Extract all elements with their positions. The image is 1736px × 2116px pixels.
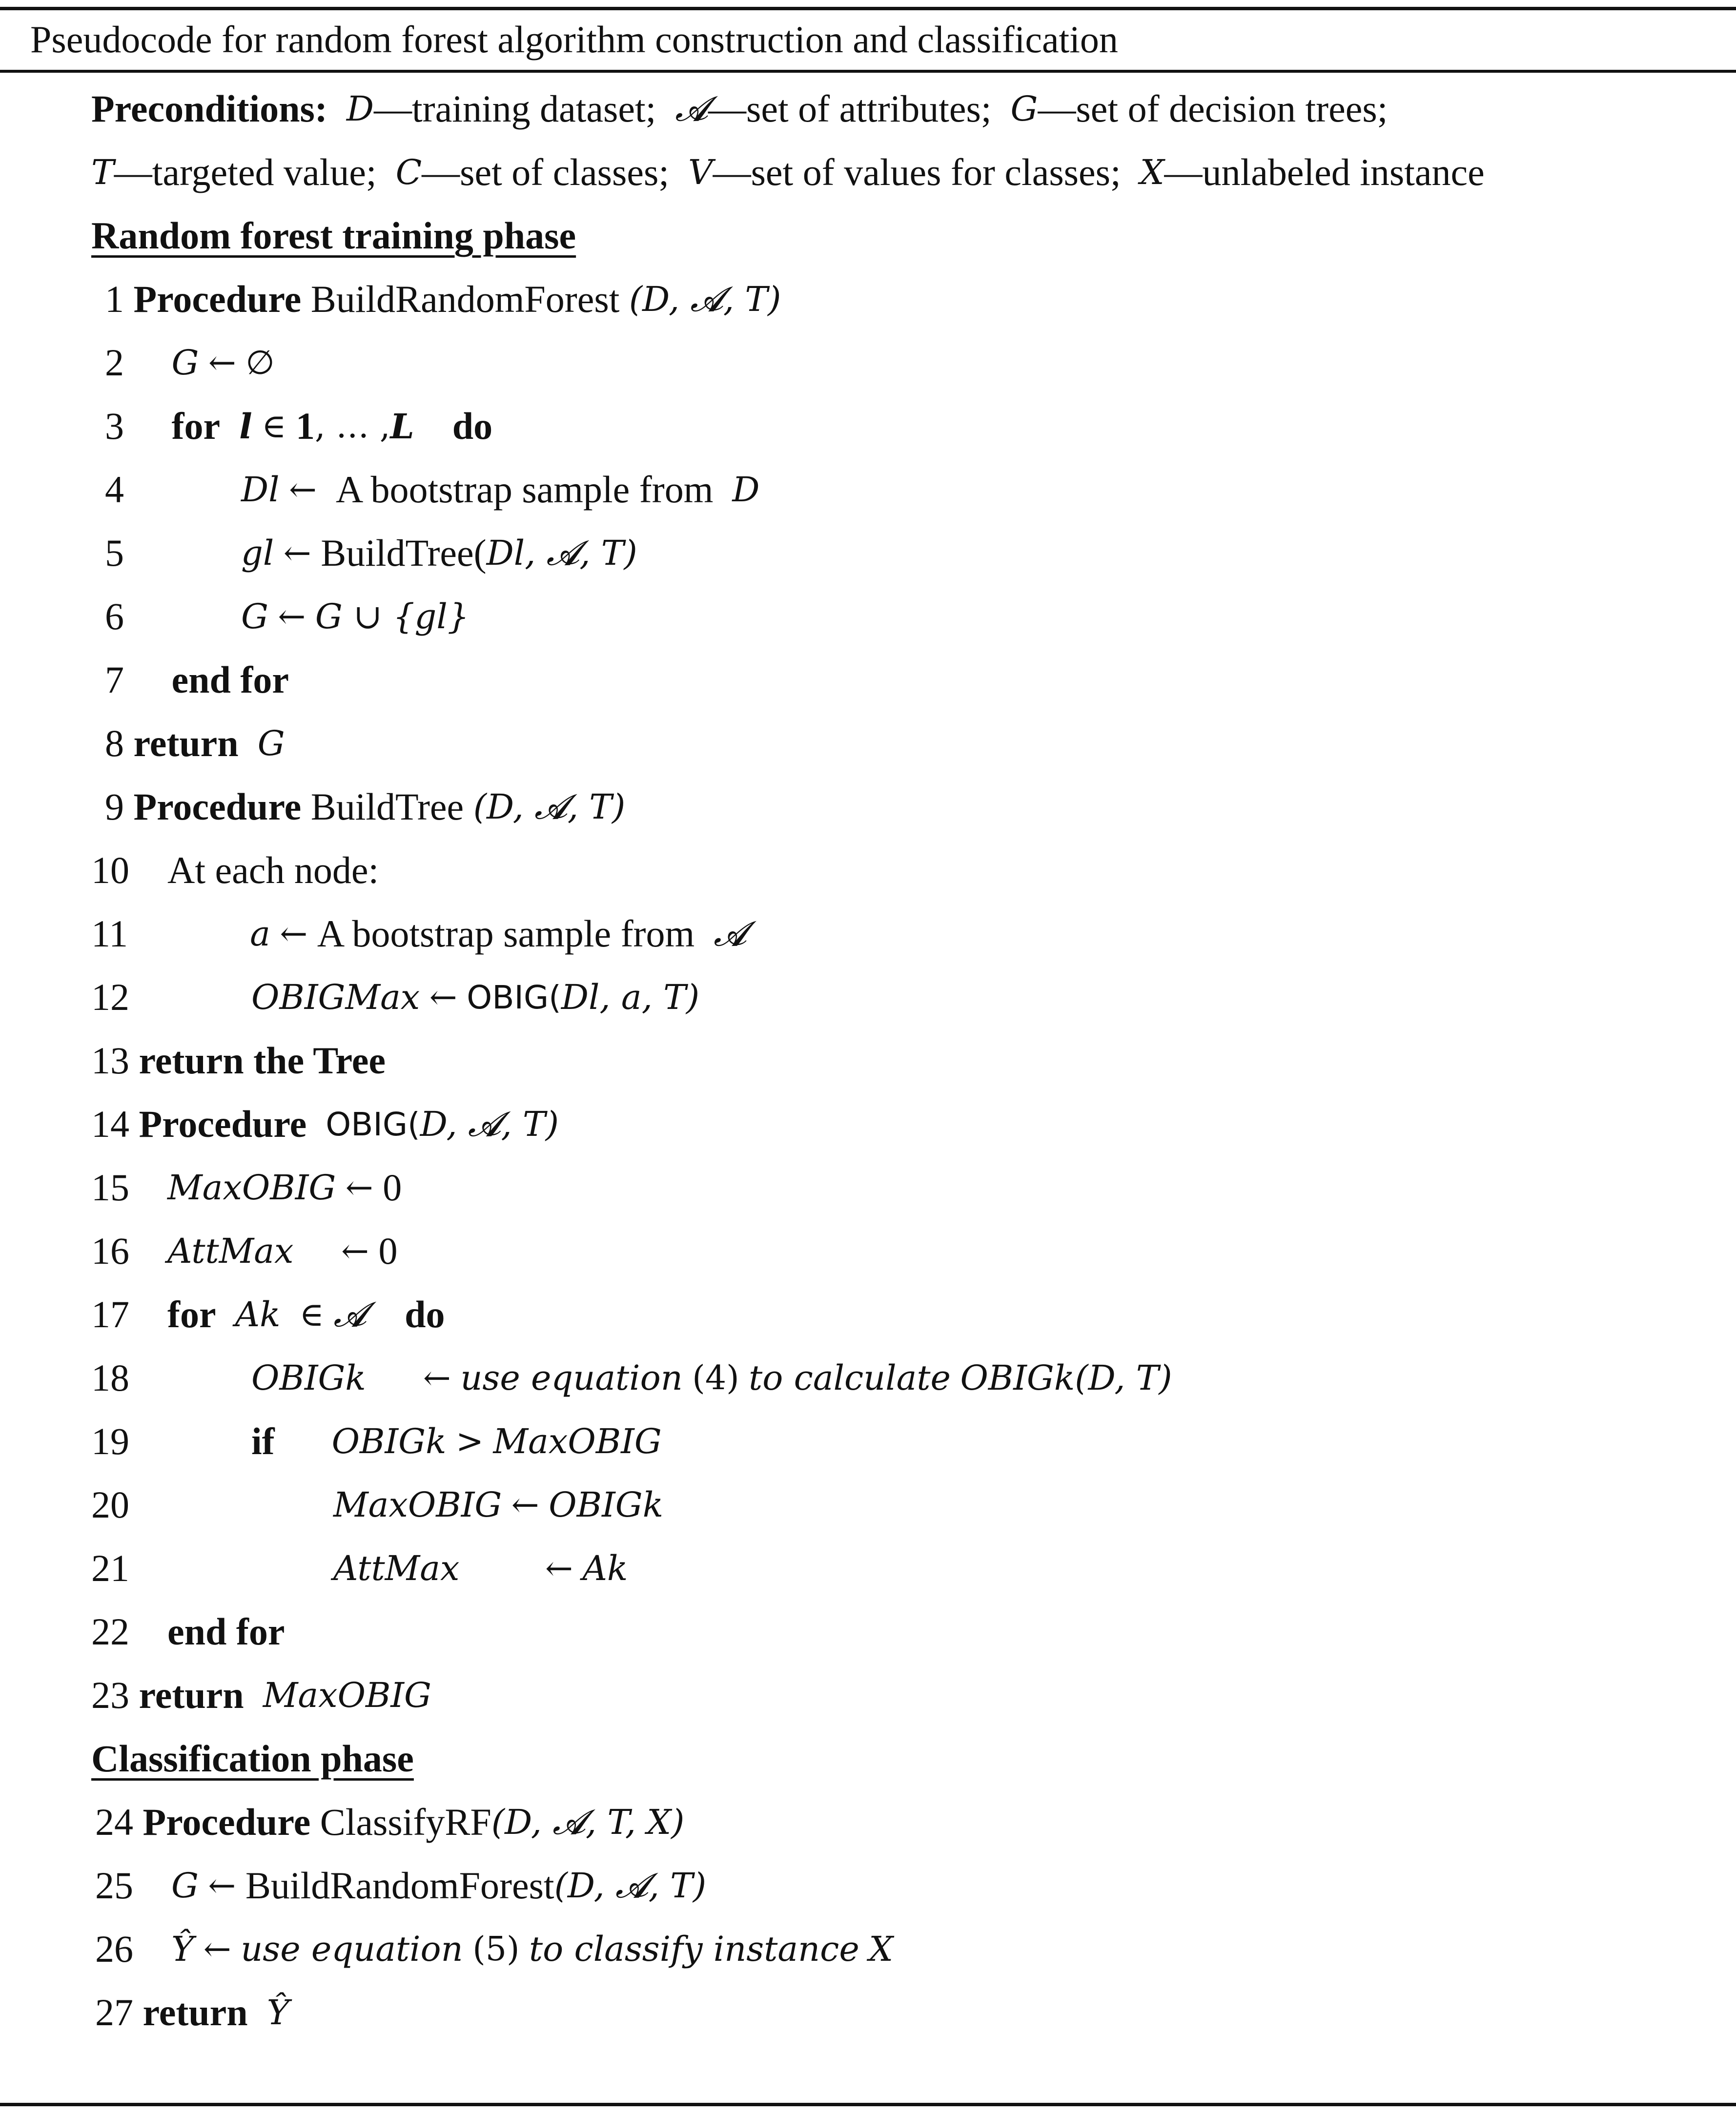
in-symbol: ∈ <box>262 407 286 446</box>
preconditions-line-2 <box>91 141 1485 204</box>
arrow: ← <box>545 1549 573 1588</box>
arrow: ← <box>429 978 457 1017</box>
rhs: 0 <box>378 1230 398 1272</box>
line-number: 27 <box>95 1991 133 2034</box>
code-line-7 <box>105 648 289 712</box>
code-line-2 <box>105 331 275 394</box>
keyword-do: do <box>452 405 493 447</box>
keyword: return <box>133 722 239 764</box>
symbol-G: G <box>1010 89 1038 129</box>
keyword: Procedure <box>133 785 302 828</box>
arguments: D, 𝓐, T) <box>420 1104 559 1144</box>
line-number: 21 <box>91 1547 129 1589</box>
keyword-for: for <box>167 1293 216 1335</box>
arguments: (D, 𝓐, T, X) <box>491 1802 685 1842</box>
code-line-6: 6 G ← G ∪ {g l } <box>105 595 470 637</box>
procedure-name: ClassifyRF <box>320 1801 491 1843</box>
arguments: (D, T) <box>1075 1358 1172 1398</box>
line-number: 8 <box>105 722 124 764</box>
lhs: MaxOBIG <box>333 1485 502 1525</box>
procedure-name: BuildTree <box>310 785 464 828</box>
rhs: G ∪ {g <box>315 596 437 637</box>
rhs: A <box>582 1548 608 1588</box>
precondition-text: —set of attributes; <box>708 87 992 130</box>
code-line-25 <box>95 1854 706 1917</box>
code-line-1 <box>105 267 781 331</box>
line-number: 2 <box>105 341 124 384</box>
line-number: 14 <box>91 1103 129 1145</box>
code-line-22 <box>91 1600 285 1664</box>
code-line-26 <box>95 1917 893 1981</box>
argument: D <box>486 533 514 573</box>
keyword: Procedure <box>143 1801 311 1843</box>
section-heading: Random forest training phase <box>91 214 576 257</box>
description: A bootstrap sample from <box>317 912 695 955</box>
arrow: ← <box>208 343 236 382</box>
symbol-V: V <box>688 152 713 192</box>
code-line-21: 21 AttMax ← A k <box>91 1547 628 1589</box>
code-line-18: 18 OBIG k ← use equation (4) to calculate OBIG k (D, T) <box>91 1356 1172 1399</box>
code-line-23 <box>91 1664 431 1727</box>
description: to classify instance <box>529 1929 859 1969</box>
preconditions-line-1 <box>91 77 1388 141</box>
precondition-text: —training dataset; <box>374 87 656 130</box>
symbol-C: C <box>395 152 422 192</box>
rhs: ∅ <box>245 343 275 382</box>
training-phase-heading <box>91 204 576 267</box>
line-number: 7 <box>105 658 124 701</box>
arguments: (D, 𝓐, T) <box>629 279 781 319</box>
equation-ref: (4) <box>692 1358 739 1397</box>
line-number: 26 <box>95 1928 133 1970</box>
arrow: ← <box>423 1358 451 1397</box>
function-name: OBIG( <box>326 1105 420 1143</box>
arrow: ← <box>280 914 308 953</box>
keyword: return <box>139 1674 244 1716</box>
description: use equation <box>460 1358 683 1398</box>
code-line-24 <box>95 1790 684 1854</box>
operator: > <box>455 1422 484 1461</box>
procedure-name: BuildRandomForest <box>310 278 620 320</box>
line-number: 1 <box>105 278 124 320</box>
line-number: 12 <box>91 976 129 1018</box>
loop-var: A <box>235 1294 260 1335</box>
rhs: MaxOBIG <box>493 1421 662 1461</box>
arrow: ← <box>278 597 306 636</box>
lhs: a <box>250 914 270 954</box>
code-line-15 <box>91 1156 402 1219</box>
bottom-rule <box>0 2103 1736 2106</box>
line-number: 22 <box>91 1610 129 1653</box>
arrow: ← <box>283 534 311 573</box>
code-line-16 <box>91 1219 397 1283</box>
precondition-text: —unlabeled instance <box>1164 151 1485 193</box>
lhs: G <box>241 596 268 637</box>
return-value: G <box>257 723 285 763</box>
loop-var: l <box>239 406 252 447</box>
equation-ref: (5) <box>472 1930 520 1969</box>
description: use equation <box>241 1929 463 1969</box>
rhs: 𝓐 <box>714 913 747 954</box>
line-number: 16 <box>91 1230 129 1272</box>
code-line-27 <box>95 1981 289 2044</box>
keyword: end for <box>167 1610 285 1653</box>
rhs: 0 <box>383 1166 402 1209</box>
keyword-if: if <box>251 1420 275 1462</box>
keyword-do: do <box>405 1293 445 1335</box>
symbol-D: D <box>346 89 374 129</box>
symbol-A: 𝓐 <box>675 88 708 129</box>
code-line-12: 12 OBIGMax ← OBIG( D l , a, T) <box>91 976 700 1018</box>
code-line-14 <box>91 1092 559 1156</box>
table-title: Pseudocode for random forest algorithm construction and classification <box>30 18 1118 61</box>
section-heading: Classification phase <box>91 1737 414 1780</box>
lhs: MaxOBIG <box>167 1168 336 1208</box>
code-line-3 <box>105 394 492 458</box>
precondition-text: —set of decision trees; <box>1038 87 1388 130</box>
symbol-X: X <box>1140 152 1164 192</box>
line-number: 20 <box>91 1483 129 1526</box>
description: At each node: <box>167 849 379 891</box>
arrow: ← <box>345 1168 373 1207</box>
lhs: AttMax <box>333 1548 460 1588</box>
code-line-8 <box>105 712 285 775</box>
precondition-text: —set of classes; <box>422 151 670 193</box>
rhs: OBIG <box>549 1485 643 1525</box>
lhs: OBIG <box>251 1358 346 1398</box>
rhs: D <box>732 470 760 510</box>
arrow: ← <box>203 1930 231 1969</box>
classification-phase-heading <box>91 1727 414 1790</box>
arguments: , 𝓐, T) <box>525 533 637 573</box>
precondition-text: —targeted value; <box>114 151 377 193</box>
symbol-T: T <box>91 152 114 192</box>
line-number: 13 <box>91 1039 129 1082</box>
lhs: g <box>241 533 263 573</box>
line-number: 6 <box>105 595 124 637</box>
function-name: OBIG( <box>467 978 561 1016</box>
return-value: Ŷ <box>266 1993 289 2033</box>
argument: D <box>561 977 589 1017</box>
arguments: (D, 𝓐, T) <box>473 786 626 827</box>
keyword-for: for <box>171 405 221 447</box>
line-number: 3 <box>105 405 124 447</box>
line-number: 19 <box>91 1420 129 1462</box>
arguments: (D, 𝓐, T) <box>554 1865 707 1906</box>
line-number: 11 <box>91 912 128 955</box>
code-line-20: 20 MaxOBIG ← OBIG k <box>91 1483 664 1526</box>
line-number: 10 <box>91 849 129 891</box>
line-number: 9 <box>105 785 124 828</box>
code-line-17: 17 for A k ∈ 𝓐 do <box>91 1293 445 1335</box>
lhs: Ŷ <box>171 1929 194 1969</box>
line-number: 24 <box>95 1801 133 1843</box>
code-line-9 <box>105 775 625 839</box>
description: to calculate <box>749 1358 951 1398</box>
lhs: D <box>241 470 269 510</box>
lhs: AttMax <box>167 1231 294 1271</box>
code-line-5: 5 g l ← BuildTree( D l , 𝓐, T) <box>105 532 637 574</box>
code-line-4: 4 D l ← A bootstrap sample from D <box>105 468 760 511</box>
code-line-19: 19 if OBIG k > MaxOBIG <box>91 1420 662 1462</box>
function-name: BuildRandomForest <box>245 1864 554 1907</box>
line-number: 23 <box>91 1674 129 1716</box>
close-brace: } <box>447 596 470 637</box>
in-symbol: ∈ <box>299 1295 324 1334</box>
range-start: 1 <box>296 405 315 447</box>
line-number: 18 <box>91 1356 129 1399</box>
lhs: G <box>171 1866 199 1906</box>
preconditions-label: Preconditions: <box>91 87 327 130</box>
range-ellipsis: , … , <box>315 407 390 446</box>
rhs: OBIG <box>960 1358 1054 1398</box>
arrow: ← <box>511 1485 539 1524</box>
line-number: 5 <box>105 532 124 574</box>
keyword: Procedure <box>139 1103 307 1145</box>
top-rule <box>0 7 1736 10</box>
arguments: , a, T) <box>599 977 700 1017</box>
code-line-10 <box>91 839 379 902</box>
header-rule <box>0 70 1736 73</box>
lhs: OBIG <box>331 1421 426 1461</box>
code-line-13 <box>91 1029 386 1092</box>
function-name: BuildTree( <box>321 532 487 574</box>
line-number: 4 <box>105 468 124 511</box>
range-end: L <box>390 406 414 447</box>
code-line-11 <box>91 902 747 966</box>
set: 𝓐 <box>333 1294 367 1335</box>
arrow: ← <box>341 1232 369 1271</box>
keyword: return the Tree <box>139 1039 386 1082</box>
line-number: 17 <box>91 1293 129 1335</box>
keyword: return <box>143 1991 248 2034</box>
lhs: OBIGMax <box>251 977 420 1017</box>
rhs: X <box>869 1929 894 1969</box>
line-number: 25 <box>95 1864 133 1907</box>
return-value: MaxOBIG <box>263 1675 431 1715</box>
description: A bootstrap sample from <box>336 468 714 511</box>
keyword: Procedure <box>133 278 302 320</box>
arrow: ← <box>208 1866 236 1905</box>
keyword: end for <box>171 658 289 701</box>
arrow: ← <box>289 470 317 509</box>
line-number: 15 <box>91 1166 129 1209</box>
precondition-text: —set of values for classes; <box>713 151 1121 193</box>
lhs: G <box>171 343 199 383</box>
